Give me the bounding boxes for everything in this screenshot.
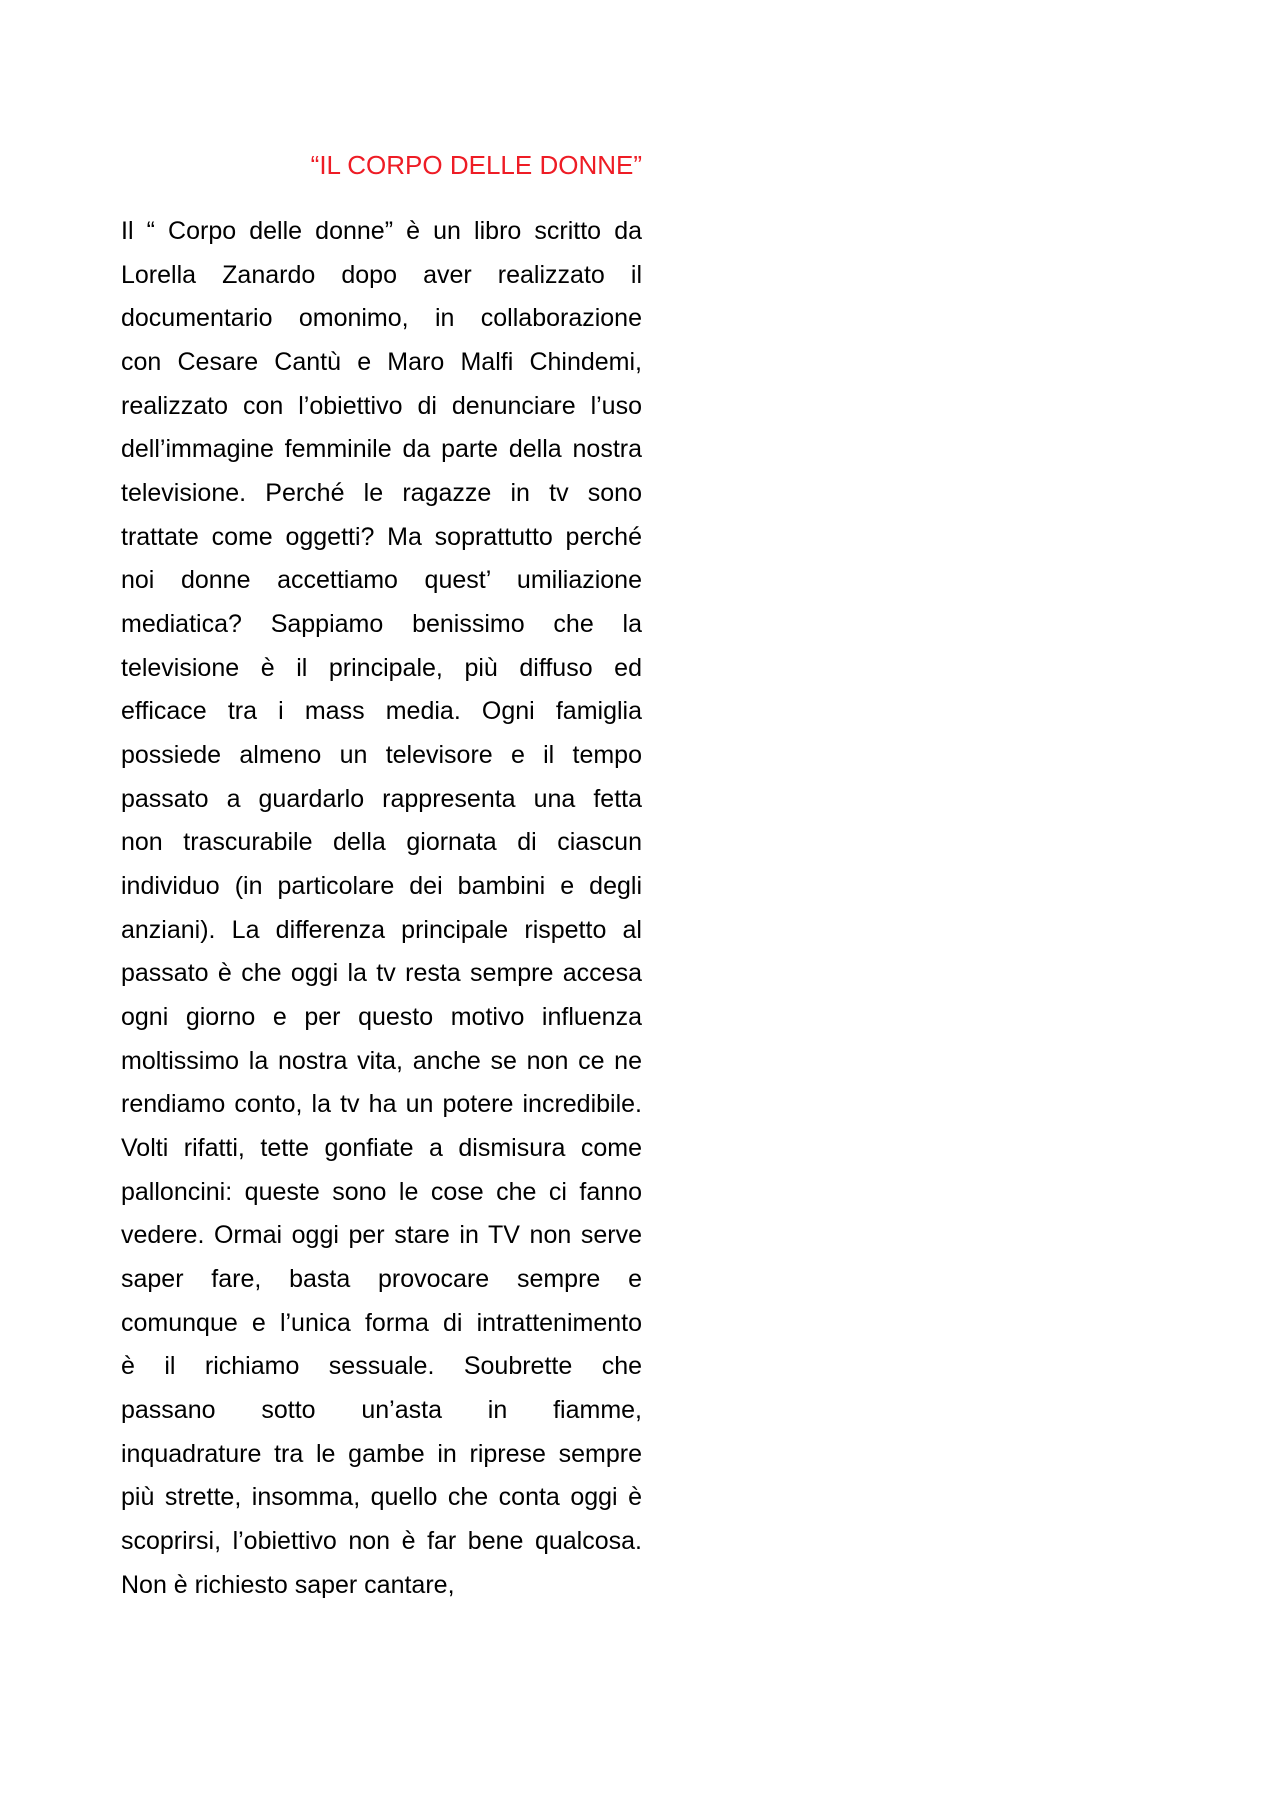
body-line: vedere. Ormai oggi per stare in TV non serve — [121, 1221, 642, 1250]
body-line: passato è che oggi la tv resta sempre accesa — [121, 959, 642, 988]
body-line: televisione è il principale, più diffuso ed — [121, 653, 642, 682]
body-line: passato a guardarlo rappresenta una fetta — [121, 784, 642, 813]
page-title: “IL CORPO DELLE DONNE” — [310, 150, 642, 180]
body-line: efficace tra i mass media. Ogni famiglia — [121, 697, 642, 726]
body-line: noi donne accettiamo quest’ umiliazione — [121, 566, 642, 595]
body-line: non trascurabile della giornata di ciascun — [121, 828, 642, 857]
body-line: ogni giorno e per questo motivo influenza — [121, 1003, 642, 1032]
body-line: dell’immagine femminile da parte della nostra — [121, 435, 642, 464]
body-line: individuo (in particolare dei bambini e degli — [121, 872, 642, 901]
body-line: televisione. Perché le ragazze in tv sono — [121, 479, 642, 508]
body-text — [121, 210, 642, 1608]
body-line: possiede almeno un televisore e il tempo — [121, 741, 642, 770]
body-line: più strette, insomma, quello che conta oggi è — [121, 1483, 642, 1512]
body-line: rendiamo conto, la tv ha un potere incredibile. — [121, 1090, 642, 1119]
body-line: è il richiamo sessuale. Soubrette che — [121, 1352, 642, 1381]
body-line: con Cesare Cantù e Maro Malfi Chindemi, — [121, 348, 642, 377]
body-line: passano sotto un’asta in fiamme, — [121, 1396, 642, 1425]
body-line: saper fare, basta provocare sempre e — [121, 1265, 642, 1294]
body-line: comunque e l’unica forma di intrattenimento — [121, 1308, 642, 1337]
body-line: palloncini: queste sono le cose che ci fanno — [121, 1177, 642, 1206]
body-line: Il “ Corpo delle donne” è un libro scritto da — [121, 217, 642, 245]
body-line: mediatica? Sappiamo benissimo che la — [121, 610, 642, 639]
body-line: scoprirsi, l’obiettivo non è far bene qualcosa. — [121, 1527, 642, 1556]
body-line: realizzato con l’obiettivo di denunciare l’uso — [121, 391, 642, 420]
body-line: moltissimo la nostra vita, anche se non ce ne — [121, 1046, 642, 1075]
body-line: inquadrature tra le gambe in riprese sempre — [121, 1439, 642, 1468]
body-line: documentario omonimo, in collaborazione — [121, 304, 642, 333]
body-line: trattate come oggetti? Ma soprattutto perché — [121, 522, 642, 551]
body-line: Non è richiesto saper cantare, — [121, 1570, 455, 1599]
body-line: anziani). La differenza principale rispetto al — [121, 915, 642, 944]
body-line: Lorella Zanardo dopo aver realizzato il — [121, 260, 642, 289]
body-line: Volti rifatti, tette gonfiate a dismisura come — [121, 1134, 642, 1163]
